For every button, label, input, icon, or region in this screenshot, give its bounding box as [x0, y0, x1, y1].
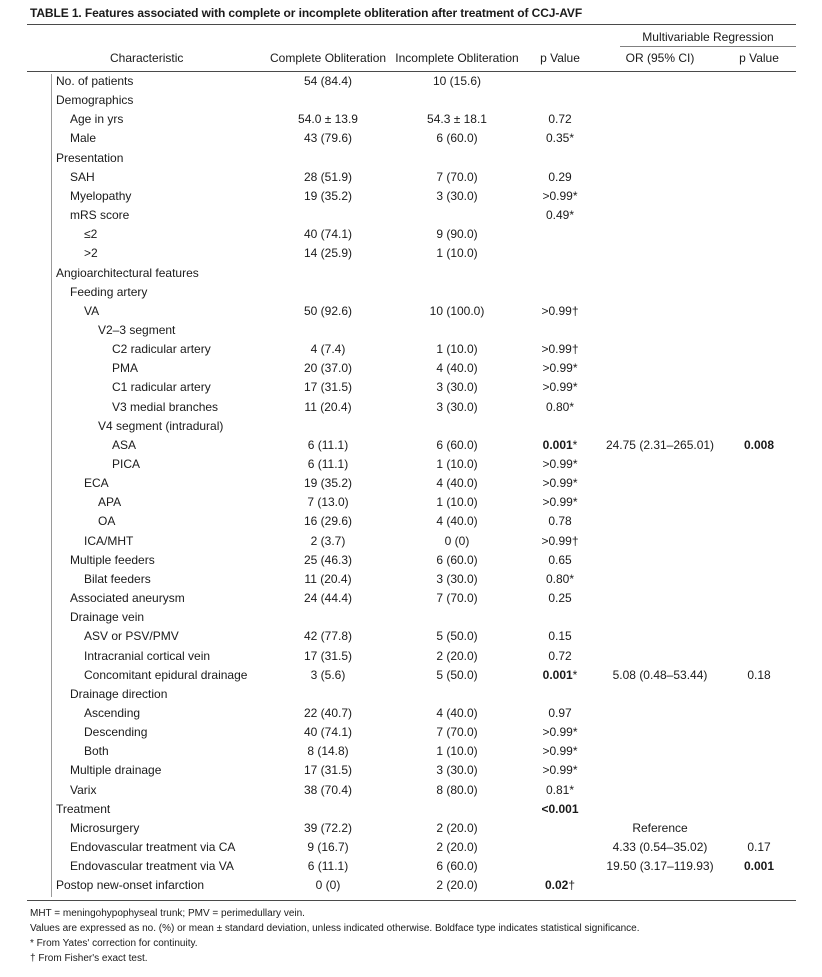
p-value: >0.99†	[541, 533, 579, 548]
row-label: OA	[98, 514, 116, 529]
row-label: ASV or PSV/PMV	[84, 629, 179, 644]
p-value: 0.29	[548, 169, 572, 184]
incomplete-value: 3 (30.0)	[436, 380, 478, 395]
footnote: † From Fisher's exact test.	[30, 953, 148, 964]
row-label: >2	[84, 246, 98, 261]
row-label: Drainage vein	[70, 610, 145, 625]
incomplete-value: 2 (20.0)	[436, 820, 478, 835]
p-value: 0.72	[548, 112, 572, 127]
complete-value: 19 (35.2)	[303, 188, 353, 203]
incomplete-value: 6 (60.0)	[436, 131, 478, 146]
incomplete-value: 8 (80.0)	[436, 782, 478, 797]
row-label: C2 radicular artery	[112, 342, 211, 357]
complete-value: 20 (37.0)	[303, 361, 353, 376]
p-value: >0.99*	[542, 380, 578, 395]
incomplete-value: 5 (50.0)	[436, 667, 478, 682]
table-row	[0, 455, 822, 474]
incomplete-value: 3 (30.0)	[436, 188, 478, 203]
row-label: V2–3 segment	[98, 322, 176, 337]
table-row	[0, 532, 822, 551]
table-row	[0, 398, 822, 417]
row-label: Ascending	[84, 705, 141, 720]
complete-value: 9 (16.7)	[307, 840, 349, 854]
col-header-mv-pvalue: p Value	[739, 51, 779, 65]
table-row	[0, 206, 822, 225]
row-label: Endovascular treatment via CA	[70, 840, 236, 854]
row-label: Male	[70, 131, 97, 146]
table-row	[0, 72, 822, 91]
table-row	[0, 723, 822, 742]
incomplete-value: 54.3 ± 18.1	[427, 112, 487, 127]
complete-value: 17 (31.5)	[303, 763, 353, 778]
p-value-footnote-mark: *	[572, 667, 578, 682]
complete-value: 4 (7.4)	[310, 342, 346, 357]
incomplete-value: 10 (15.6)	[432, 74, 482, 88]
table-row	[0, 742, 822, 761]
p-value	[528, 436, 592, 455]
table-row	[0, 474, 822, 493]
table-row	[0, 512, 822, 531]
table-row	[0, 283, 822, 302]
complete-value: 6 (11.1)	[307, 859, 349, 874]
p-value: >0.99*	[542, 188, 578, 203]
row-label: C1 radicular artery	[112, 380, 211, 395]
row-label: Multiple drainage	[70, 763, 162, 778]
row-label: mRS score	[70, 208, 130, 223]
incomplete-value: 1 (10.0)	[436, 744, 478, 759]
col-header-pvalue: p Value	[540, 51, 580, 65]
row-label: Concomitant epidural drainage	[84, 667, 248, 682]
complete-value: 16 (29.6)	[303, 514, 353, 529]
p-value: >0.99†	[541, 342, 579, 357]
incomplete-value: 2 (20.0)	[436, 648, 478, 663]
col-header-complete: Complete Obliteration	[270, 51, 387, 65]
row-label: Myelopathy	[70, 188, 132, 203]
table-row	[0, 378, 822, 397]
table-row	[0, 685, 822, 704]
p-value: 0.81*	[545, 782, 575, 797]
mv-p-value: 0.17	[747, 840, 771, 854]
complete-value: 6 (11.1)	[307, 437, 349, 452]
table-row	[0, 149, 822, 168]
col-header-or: OR (95% CI)	[625, 51, 695, 65]
p-value: 0.35*	[545, 131, 575, 146]
incomplete-value: 7 (70.0)	[436, 725, 478, 740]
table-row	[0, 302, 822, 321]
incomplete-value: 7 (70.0)	[436, 591, 478, 606]
row-label: Drainage direction	[70, 686, 168, 701]
complete-value: 42 (77.8)	[303, 629, 353, 644]
p-value: >0.99*	[542, 744, 578, 759]
complete-value: 43 (79.6)	[303, 131, 353, 146]
incomplete-value: 9 (90.0)	[436, 227, 478, 242]
p-value-number: 0.001	[542, 437, 573, 452]
row-label: Feeding artery	[70, 284, 148, 299]
incomplete-value: 2 (20.0)	[436, 840, 478, 854]
row-label: Presentation	[56, 150, 124, 165]
row-label: ≤2	[84, 227, 98, 242]
p-value-footnote-mark: †	[568, 878, 576, 893]
incomplete-value: 3 (30.0)	[436, 399, 478, 414]
multivariable-rule	[620, 46, 796, 47]
p-value	[528, 876, 592, 895]
table-row	[0, 800, 822, 819]
row-label: No. of patients	[56, 74, 134, 88]
complete-value: 19 (35.2)	[303, 476, 353, 491]
row-label: V4 segment (intradural)	[98, 418, 224, 433]
incomplete-value: 1 (10.0)	[436, 342, 478, 357]
table-row	[0, 321, 822, 340]
row-label: Multiple feeders	[70, 552, 155, 567]
table-row	[0, 781, 822, 800]
table-row	[0, 570, 822, 589]
table-row	[0, 589, 822, 608]
incomplete-value: 4 (40.0)	[436, 705, 478, 720]
p-value: 0.97	[548, 705, 572, 720]
or-value: 4.33 (0.54–35.02)	[612, 840, 708, 854]
row-label: Associated aneurysm	[70, 591, 185, 606]
row-label: Descending	[84, 725, 148, 740]
p-value	[528, 666, 592, 685]
incomplete-value: 3 (30.0)	[436, 571, 478, 586]
row-label: Bilat feeders	[84, 571, 151, 586]
table-row	[0, 187, 822, 206]
complete-value: 6 (11.1)	[307, 457, 349, 471]
row-label: Postop new-onset infarction	[56, 878, 205, 893]
complete-value: 50 (92.6)	[303, 303, 353, 318]
or-value: 24.75 (2.31–265.01)	[605, 437, 715, 452]
table-row	[0, 110, 822, 129]
p-value: >0.99*	[542, 763, 578, 778]
complete-value: 17 (31.5)	[303, 380, 353, 395]
complete-value: 25 (46.3)	[303, 552, 353, 567]
row-label: Microsurgery	[70, 820, 140, 835]
row-label: V3 medial branches	[112, 399, 219, 414]
incomplete-value: 7 (70.0)	[436, 169, 478, 184]
row-label: PMA	[112, 361, 139, 376]
row-label: SAH	[70, 169, 95, 184]
incomplete-value: 6 (60.0)	[436, 859, 478, 874]
table-row	[0, 436, 822, 455]
row-label: Angioarchitectural features	[56, 265, 199, 280]
table-row	[0, 704, 822, 723]
table-row	[0, 168, 822, 187]
row-label: Treatment	[56, 801, 111, 816]
incomplete-value: 4 (40.0)	[436, 514, 478, 529]
incomplete-value: 4 (40.0)	[436, 361, 478, 376]
col-header-characteristic: Characteristic	[110, 51, 184, 65]
incomplete-value: 1 (10.0)	[436, 246, 478, 261]
complete-value: 0 (0)	[315, 878, 341, 893]
or-value: Reference	[632, 820, 688, 835]
table-row	[0, 666, 822, 685]
table-row	[0, 340, 822, 359]
incomplete-value: 1 (10.0)	[436, 457, 478, 471]
table-row	[0, 627, 822, 646]
complete-value: 8 (14.8)	[307, 744, 349, 759]
complete-value: 28 (51.9)	[303, 169, 353, 184]
complete-value: 17 (31.5)	[303, 648, 353, 663]
complete-value: 38 (70.4)	[303, 782, 353, 797]
incomplete-value: 6 (60.0)	[436, 552, 478, 567]
complete-value: 14 (25.9)	[303, 246, 353, 261]
complete-value: 40 (74.1)	[303, 227, 353, 242]
p-value: 0.80*	[545, 399, 575, 414]
table-row	[0, 647, 822, 666]
mv-p-value: 0.18	[747, 667, 771, 682]
p-value: >0.99*	[542, 457, 578, 471]
table-row	[0, 129, 822, 148]
table-row	[0, 608, 822, 627]
table-row	[0, 838, 822, 857]
p-value-number: 0.02	[544, 878, 569, 893]
p-value: 0.72	[548, 648, 572, 663]
incomplete-value: 4 (40.0)	[436, 476, 478, 491]
table-row	[0, 819, 822, 838]
p-value: 0.49*	[545, 208, 575, 223]
complete-value: 3 (5.6)	[310, 667, 346, 682]
complete-value: 54.0 ± 13.9	[298, 112, 358, 127]
multivariable-header: Multivariable Regression	[642, 30, 774, 44]
complete-value: 2 (3.7)	[310, 533, 346, 548]
table-row	[0, 264, 822, 283]
complete-value: 40 (74.1)	[303, 725, 353, 740]
complete-value: 24 (44.4)	[303, 591, 353, 606]
footnote: Values are expressed as no. (%) or mean ± standard deviation, unless indicated otherwise. Boldface type indicates statistical significance.	[30, 923, 640, 934]
mv-p-value: 0.008	[743, 437, 775, 452]
p-value: 0.65	[548, 552, 572, 567]
incomplete-value: 1 (10.0)	[436, 495, 478, 510]
table-row	[0, 551, 822, 570]
complete-value: 22 (40.7)	[303, 705, 353, 720]
complete-value: 54 (84.4)	[303, 74, 353, 88]
p-value: >0.99*	[542, 361, 578, 376]
complete-value: 11 (20.4)	[304, 571, 352, 586]
incomplete-value: 3 (30.0)	[436, 763, 478, 778]
table-row	[0, 761, 822, 780]
footnote: * From Yates' correction for continuity.	[30, 938, 198, 949]
row-label: Both	[84, 744, 109, 759]
table-title: TABLE 1. Features associated with complete or incomplete obliteration after treatment of CCJ-AVF	[30, 6, 583, 20]
complete-value: 7 (13.0)	[307, 495, 349, 510]
bottom-rule	[27, 900, 796, 901]
p-value: >0.99*	[542, 476, 578, 491]
row-label: ICA/MHT	[84, 533, 134, 548]
p-value: >0.99†	[541, 303, 579, 318]
table-row	[0, 493, 822, 512]
row-label: APA	[98, 495, 122, 510]
p-value-number: 0.001	[542, 667, 573, 682]
table-row	[0, 91, 822, 110]
incomplete-value: 0 (0)	[444, 533, 470, 548]
p-value: >0.99*	[542, 725, 578, 740]
table-row	[0, 359, 822, 378]
p-value: 0.15	[548, 629, 572, 644]
mv-p-value: 0.001	[743, 859, 775, 874]
row-label: Age in yrs	[70, 112, 124, 127]
row-label: Varix	[70, 782, 97, 797]
row-label: PICA	[112, 457, 141, 471]
top-rule	[27, 24, 796, 25]
p-value: 0.78	[548, 514, 572, 529]
p-value: 0.25	[548, 591, 572, 606]
incomplete-value: 6 (60.0)	[436, 437, 478, 452]
col-header-incomplete: Incomplete Obliteration	[395, 51, 519, 65]
table-row	[0, 857, 822, 876]
table-row	[0, 876, 822, 895]
or-value: 19.50 (3.17–119.93)	[606, 859, 714, 874]
footnote: MHT = meningohypophyseal trunk; PMV = perimedullary vein.	[30, 908, 305, 919]
incomplete-value: 5 (50.0)	[436, 629, 478, 644]
row-label: ASA	[112, 437, 137, 452]
table-row	[0, 417, 822, 436]
p-value: 0.80*	[545, 571, 575, 586]
row-label: ECA	[84, 476, 109, 491]
row-label: VA	[84, 303, 100, 318]
table-row	[0, 225, 822, 244]
incomplete-value: 10 (100.0)	[429, 303, 485, 318]
row-label: Intracranial cortical vein	[84, 648, 211, 663]
row-label: Demographics	[56, 93, 134, 108]
table-row	[0, 244, 822, 263]
row-label: Endovascular treatment via VA	[70, 859, 234, 874]
or-value: 5.08 (0.48–53.44)	[612, 667, 708, 682]
complete-value: 39 (72.2)	[303, 820, 353, 835]
p-value-footnote-mark: *	[572, 437, 578, 452]
complete-value: 11 (20.4)	[304, 399, 352, 414]
incomplete-value: 2 (20.0)	[436, 878, 478, 893]
p-value: <0.001	[541, 801, 579, 816]
p-value: >0.99*	[542, 495, 578, 510]
